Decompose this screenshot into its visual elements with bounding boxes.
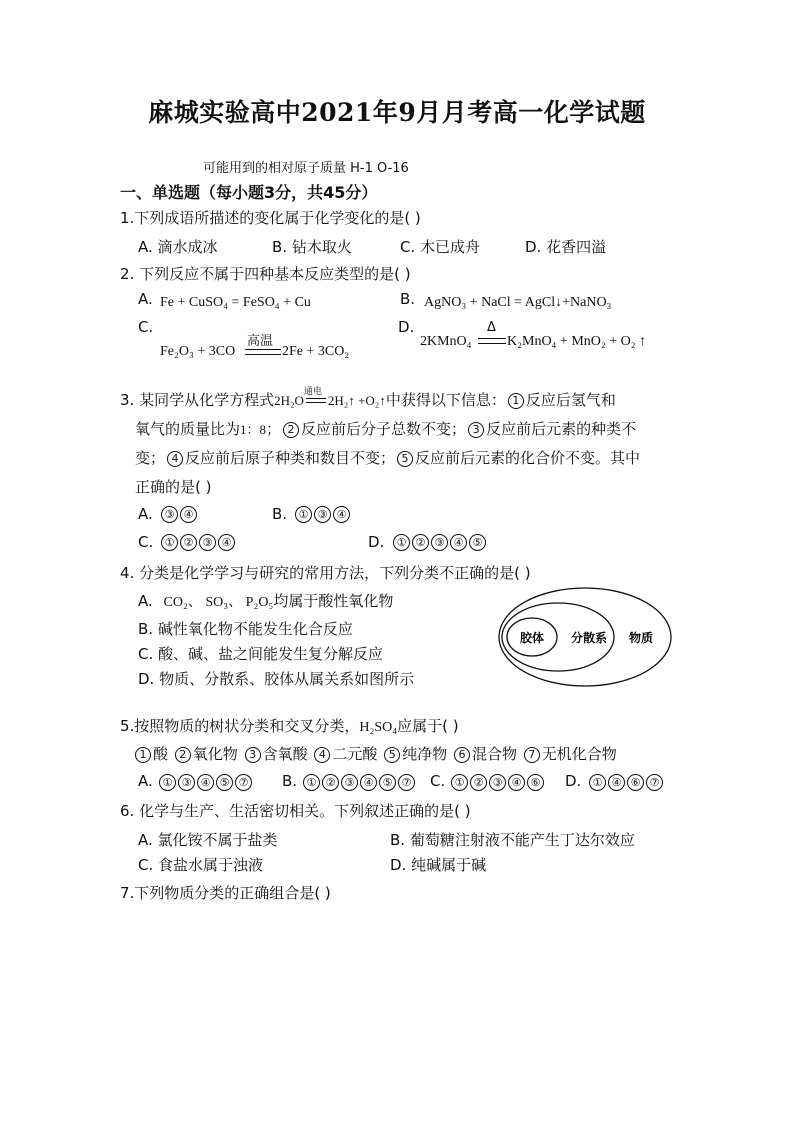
q1-option-a: A. 滴水成冰 — [138, 238, 218, 256]
q3-option-a-nums — [160, 505, 198, 523]
q5-circled-3: 3 — [245, 747, 261, 763]
q3-equation-left: 2H₂O — [274, 393, 304, 408]
q2-option-d-condition: Δ — [487, 320, 496, 335]
q3-option-d-num: ④ — [450, 534, 467, 551]
q5-circled-5: 5 — [384, 747, 400, 763]
q3-info-3: 反应前后元素的种类不 — [486, 420, 637, 438]
q5-option-b-num: ① — [303, 774, 320, 791]
q2-option-c-equals-sign — [245, 349, 281, 355]
q2-option-a-label: A. — [138, 290, 153, 308]
atomic-mass-note: 可能用到的相对原子质量 H-1 O-16 — [203, 161, 409, 176]
page-title: 麻城实验高中2021年9月月考高一化学试题 — [148, 98, 646, 127]
q3-option-c-num: ④ — [218, 534, 235, 551]
q3-option-b-num: ③ — [314, 506, 331, 523]
q5-opt-7: 无机化合物 — [541, 745, 617, 763]
q3-line1 — [120, 389, 616, 410]
q2-option-c-label: C. — [138, 318, 154, 336]
q5-option-a-num: ⑦ — [235, 774, 252, 791]
q6-stem: 6. 化学与生产、生活密切相关。下列叙述正确的是( ) — [120, 802, 471, 820]
q5-option-d-nums — [588, 773, 664, 791]
q6-option-c: C. 食盐水属于浊液 — [138, 856, 264, 874]
q2-option-b-equation: AgNO₃ + NaCl = AgCl↓+NaNO₃ — [424, 295, 612, 310]
q5-stem-a: 5.按照物质的树状分类和交叉分类， — [120, 717, 360, 735]
q5-option-b-nums — [302, 773, 416, 791]
q5-option-c-num: ② — [470, 774, 487, 791]
q5-circled-2: 2 — [175, 747, 191, 763]
q5-formula: H₂SO₄ — [359, 720, 398, 735]
q5-option-b-num: ⑤ — [379, 774, 396, 791]
q4-option-d: D. 物质、分散系、胶体从属关系如图所示 — [138, 670, 415, 688]
q6-option-b: B. 葡萄糖注射液不能产生丁达尔效应 — [390, 831, 635, 849]
q5-option-a-num: ④ — [197, 774, 214, 791]
q3-line2 — [135, 418, 636, 439]
q3-option-c-num: ③ — [199, 534, 216, 551]
q3-equation-right: 2H₂↑ +O₂↑ — [327, 393, 386, 408]
q5-option-a-label: A. — [138, 772, 153, 790]
q3-ratio: 1：8 — [240, 422, 267, 437]
q5-option-c-num: ③ — [489, 774, 506, 791]
q3-circled-2: 2 — [283, 422, 299, 438]
q3-option-d-label: D. — [368, 533, 385, 551]
q3-info-2: 反应前后分子总数不变； — [301, 420, 467, 438]
q2-option-d-eq-left: 2KMnO₄ — [420, 334, 472, 349]
q3-info-4: 反应前后原子种类和数目不变； — [185, 449, 396, 467]
q5-option-a-num: ① — [159, 774, 176, 791]
q5-circled-4: 4 — [314, 747, 330, 763]
q3-option-b-num: ① — [295, 506, 312, 523]
q5-opt-3: 含氧酸 — [262, 745, 308, 763]
q5-option-b-num: ④ — [360, 774, 377, 791]
q3-circled-4: 4 — [167, 451, 183, 467]
section-heading: 一、单选题（每小题3分，共45分） — [120, 183, 378, 202]
q4-option-a — [138, 590, 393, 611]
q3-circled-3: 3 — [468, 422, 484, 438]
q3-option-c-num: ① — [161, 534, 178, 551]
q2-option-b-label: B. — [400, 290, 416, 308]
q3-option-a-num: ④ — [180, 506, 197, 523]
q3-line3 — [135, 447, 640, 468]
q3-option-d-nums — [392, 533, 487, 551]
q2-option-d-eq-right: K₂MnO₄ + MnO₂ + O₂ ↑ — [507, 334, 647, 349]
q5-option-a-nums — [158, 773, 253, 791]
q3-option-a-num: ③ — [161, 506, 178, 523]
q5-stem — [120, 715, 459, 736]
q3-intro: 3. 某同学从化学方程式 — [120, 391, 275, 409]
q5-circled-6: 6 — [454, 747, 470, 763]
q6-option-d: D. 纯碱属于碱 — [390, 856, 487, 874]
q5-option-a-num: ③ — [178, 774, 195, 791]
q1-option-b: B. 钻木取火 — [272, 238, 352, 256]
diagram-label-dispersion: 分散系 — [570, 631, 608, 645]
q2-option-d-label: D. — [398, 318, 415, 336]
q5-option-d-num: ① — [589, 774, 606, 791]
q3-option-b-nums — [294, 505, 351, 523]
q5-opt-2: 氧化物 — [192, 745, 238, 763]
q3-equals-sign — [306, 398, 326, 403]
q3-option-c-label: C. — [138, 533, 154, 551]
q5-option-c-num: ④ — [508, 774, 525, 791]
q2-option-c-eq-left: Fe₂O₃ + 3CO — [160, 344, 236, 359]
q5-option-b-num: ③ — [341, 774, 358, 791]
q5-circled-7: 7 — [524, 747, 540, 763]
q2-option-c-eq-right: 2Fe + 3CO₂ — [282, 344, 350, 359]
q3-option-a-label: A. — [138, 505, 153, 523]
q3-option-b-label: B. — [272, 505, 288, 523]
q2-stem: 2. 下列反应不属于四种基本反应类型的是( ) — [120, 265, 411, 283]
q3-line2-b: ； — [266, 420, 282, 438]
q5-option-c-num: ① — [451, 774, 468, 791]
q5-opt-6: 混合物 — [471, 745, 517, 763]
q5-option-d-num: ⑦ — [646, 774, 663, 791]
q5-opt-1: 酸 — [153, 745, 169, 763]
q5-option-b-num: ② — [322, 774, 339, 791]
diagram-label-colloid: 胶体 — [519, 631, 545, 645]
q5-option-d-label: D. — [565, 772, 582, 790]
q5-option-b-label: B. — [282, 772, 298, 790]
q3-option-d-num: ② — [412, 534, 429, 551]
q4-option-a-text: 均属于酸性氧化物 — [273, 592, 394, 610]
diagram-label-substance: 物质 — [628, 631, 654, 645]
q3-option-c-num: ② — [180, 534, 197, 551]
q5-opt-4: 二元酸 — [332, 745, 378, 763]
q3-info-1: 反应后氢气和 — [525, 391, 616, 409]
q3-line3-a: 变； — [135, 449, 166, 467]
q2-option-d-equals-sign — [478, 338, 506, 344]
q3-intro-end: 中获得以下信息： — [385, 391, 506, 409]
q5-option-d-num: ④ — [608, 774, 625, 791]
q6-option-a: A. 氯化铵不属于盐类 — [138, 831, 278, 849]
q3-option-d-num: ⑤ — [469, 534, 486, 551]
q5-option-c-num: ⑥ — [527, 774, 544, 791]
q4-option-a-formula: CO₂、 SO₃、 P₂O₅ — [163, 595, 274, 610]
nested-ellipse-diagram — [495, 585, 675, 689]
q4-stem: 4. 分类是化学学习与研究的常用方法，下列分类不正确的是( ) — [120, 564, 531, 582]
q5-option-c-label: C. — [430, 772, 446, 790]
q3-line2-a: 氧气的质量比为 — [135, 420, 241, 438]
q5-option-c-nums — [450, 773, 545, 791]
q3-info-5: 反应前后元素的化合价不变。其中 — [415, 449, 641, 467]
q1-option-c: C. 木已成舟 — [400, 238, 481, 256]
q5-options-list — [133, 743, 617, 764]
q5-stem-b: 应属于( ) — [397, 717, 459, 735]
q5-option-b-num: ⑦ — [398, 774, 415, 791]
q5-opt-5: 纯净物 — [402, 745, 448, 763]
q3-option-d-num: ① — [393, 534, 410, 551]
q1-stem: 1.下列成语所描述的变化属于化学变化的是( ) — [120, 209, 421, 227]
q3-circled-5: 5 — [397, 451, 413, 467]
q1-option-d: D. 花香四溢 — [525, 238, 607, 256]
q2-option-a-equation: Fe + CuSO₄ = FeSO₄ + Cu — [160, 295, 311, 310]
q4-option-b: B. 碱性氧化物不能发生化合反应 — [138, 620, 353, 638]
q2-option-c-condition: 高温 — [247, 334, 274, 349]
q4-option-a-label: A. — [138, 592, 153, 610]
q3-circled-1: 1 — [508, 393, 524, 409]
q3-equation-condition: 通电 — [303, 387, 322, 397]
q7-stem: 7.下列物质分类的正确组合是( ) — [120, 884, 331, 902]
q3-option-b-num: ④ — [333, 506, 350, 523]
q5-option-a-num: ⑤ — [216, 774, 233, 791]
q3-option-d-num: ③ — [431, 534, 448, 551]
q3-line4: 正确的是( ) — [135, 478, 212, 496]
q5-circled-1: 1 — [135, 747, 151, 763]
q3-option-c-nums — [160, 533, 236, 551]
q4-option-c: C. 酸、碱、盐之间能发生复分解反应 — [138, 645, 384, 663]
q5-option-d-num: ⑥ — [627, 774, 644, 791]
